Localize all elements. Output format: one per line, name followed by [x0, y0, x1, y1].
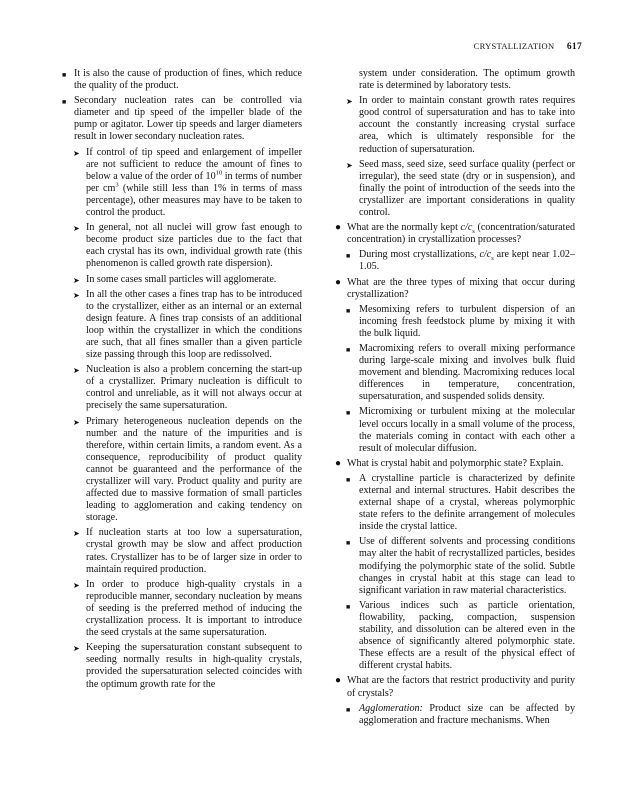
- arrow-bullet-icon: ➤: [73, 224, 80, 234]
- page-number: 617: [566, 42, 582, 52]
- list-item: ■ Various indices such as particle orientation, flowability, packing, compaction, suspension stability, and dissolution can be altered even in the absence of significantly altered polymorphic state. These effects are a result of the physical effect of different crystal habits.: [346, 599, 575, 672]
- list-item: ■ During most crystallizations, $c/c_s$ are kept near 1.02–1.05.: [346, 249, 575, 273]
- question-item: ● What is crystal habit and polymorphic state? Explain.: [335, 457, 564, 469]
- arrow-bullet-icon: ➤: [73, 580, 80, 590]
- square-bullet-icon: ■: [346, 475, 351, 484]
- section-title: CRYSTALLIZATION: [473, 41, 555, 51]
- list-item: ➤ In all the other cases a fines trap has to be introduced to the crystallizer, either as an internal or an external design feature. A fines trap consists of an additional loop within the crystallizer in which the conditions are such, that all fines smaller than a given particle size passing through this loop are redissolved.: [73, 288, 302, 361]
- list-item: ■ Mesomixing refers to turbulent dispersion of an incoming fresh feedstock plume by mixing it with the bulk liquid.: [346, 303, 575, 339]
- question-item: ● What are the factors that restrict productivity and purity of crystals?: [335, 675, 575, 699]
- arrow-bullet-icon: ➤: [73, 644, 80, 654]
- square-bullet-icon: ■: [346, 539, 351, 548]
- square-bullet-icon: ■: [346, 252, 351, 261]
- list-item: ■ Agglomeration: Product size can be affected by agglomeration and fracture mechanisms. When: [346, 702, 575, 726]
- list-item: ➤ Nucleation is also a problem concerning the start-up of a crystallizer. Primary nucleation is difficult to control and unreliable, as it will not always occur at precisely the same supersaturation.: [73, 364, 302, 412]
- square-bullet-icon: ■: [62, 98, 67, 107]
- round-bullet-icon: ●: [335, 675, 342, 687]
- list-item: ➤ If control of tip speed and enlargement of impeller are not sufficient to reduce the amount of fines to below a value of the order of $10^{10}$ in terms of number per $cm^3$ (while still less than 1% in terms of mass percentage), other measures may have to be taken to control the product.: [73, 146, 302, 219]
- list-item: ■ Micromixing or turbulent mixing at the molecular level occurs locally in a small volume of the process, the materials coming in contact with each other a result of molecular diffusion.: [346, 406, 575, 454]
- list-item: ➤ In order to produce high-quality crystals in a reproducible manner, secondary nucleation by means of seeding is the preferred method of inducing the crystallization process. It is important to introduce the seed crystals at the same supersaturation.: [73, 578, 302, 639]
- question-item: ● What are the normally kept $c/c_s$ (concentration/saturated concentration) in crystallization processes?: [335, 222, 575, 246]
- list-item: ➤ Primary heterogeneous nucleation depends on the number and the nature of the impurities and is therefore, within certain limits, a random event. As a consequence, reproducibility of product quality cannot be guaranteed and the performance of the crystallizer will vary. Product quality and purity are affected due to massive formation of small particles leading to agglomeration and caking tendency on storage.: [73, 415, 302, 524]
- list-item: ➤ In some cases small particles will agglomerate.: [62, 274, 302, 286]
- question-item: ● What are the three types of mixing that occur during crystallization?: [335, 276, 575, 300]
- running-header: [474, 41, 582, 52]
- arrow-bullet-icon: ➤: [346, 97, 353, 107]
- arrow-bullet-icon: ➤: [73, 417, 80, 427]
- round-bullet-icon: ●: [335, 222, 342, 234]
- square-bullet-icon: ■: [346, 602, 351, 611]
- list-item: ■ Use of different solvents and processing conditions may alter the habit of recrystallized particles, besides modifying the polymorphic state of the solid. Subtle changes in crystal habit at this stage can lead to significant variation in raw material characteristics.: [346, 536, 575, 596]
- continued-paragraph: system under consideration. The optimum growth rate is determined by laboratory tests.: [359, 68, 575, 92]
- list-item: ➤ Seed mass, seed size, seed surface quality (perfect or irregular), the seed state (dry or in suspension), and finally the point of introduction of the seeds into the crystallizer are important considerations in quality control.: [346, 158, 575, 219]
- arrow-bullet-icon: ➤: [73, 148, 80, 158]
- list-item: ■ A crystalline particle is characterized by definite external and internal structures. Habit describes the external shape of a crystal, whereas polymorphic state refers to the definite arrangement of molecules inside the crystal lattice.: [346, 472, 575, 533]
- list-item: ➤ In order to maintain constant growth rates requires good control of supersaturation and has to take into account the constantly increasing crystal surface area, which is ultimately responsible for the reduction of supersaturation.: [346, 95, 575, 155]
- right-column: [335, 68, 575, 730]
- arrow-bullet-icon: ➤: [73, 290, 80, 300]
- arrow-bullet-icon: ➤: [346, 160, 353, 170]
- square-bullet-icon: ■: [346, 306, 351, 315]
- square-bullet-icon: ■: [346, 345, 351, 354]
- arrow-bullet-icon: ➤: [73, 275, 80, 285]
- left-column: [62, 68, 302, 694]
- list-item: ■ Secondary nucleation rates can be controlled via diameter and tip speed of the impeller blade of the pump or agitator. Lower tip speeds and larger diameters result in lower secondary nucleation rates.: [62, 95, 302, 143]
- round-bullet-icon: ●: [335, 457, 342, 469]
- square-bullet-icon: ■: [346, 409, 351, 418]
- list-item: ■ It is also the cause of production of fines, which reduce the quality of the product.: [62, 68, 302, 92]
- list-item: ➤ If nucleation starts at too low a supersaturation, crystal growth may be slow and affect production rates. Crystallizer has to be of larger size in order to maintain required production.: [73, 527, 302, 575]
- round-bullet-icon: ●: [335, 276, 342, 288]
- list-item: ■ Macromixing refers to overall mixing performance during large-scale mixing and involves bulk fluid movement and blending. Macromixing reduces local differences in temperature, concentration, supersaturation, and suspended solids density.: [346, 342, 575, 403]
- arrow-bullet-icon: ➤: [73, 366, 80, 376]
- square-bullet-icon: ■: [346, 705, 351, 714]
- list-item: ➤ Keeping the supersaturation constant subsequent to seeding normally results in high-quality crystals, provided the supersaturation selected coincides with the optimum growth rate for the: [73, 642, 302, 690]
- arrow-bullet-icon: ➤: [73, 529, 80, 539]
- list-item: ➤ In general, not all nuclei will grow fast enough to become product size particles due to the fact that each crystal has its own, individual growth rate (this phenomenon is called growth rate dispersion).: [73, 222, 302, 270]
- square-bullet-icon: ■: [62, 71, 67, 79]
